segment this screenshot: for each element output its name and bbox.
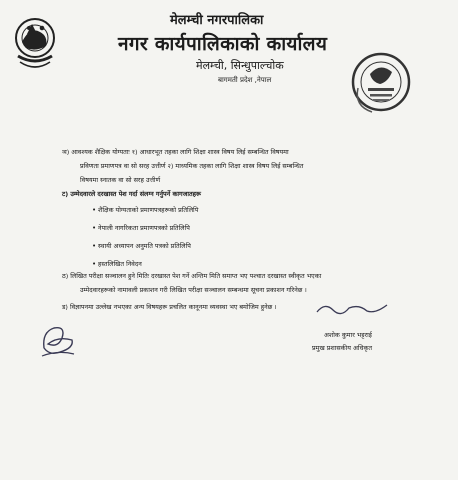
- office-title: नगर कार्यपालिकाको कार्यालय: [118, 33, 328, 55]
- nepal-emblem-icon: [12, 12, 58, 74]
- qualification-line-1: ञ) आवश्यक शैक्षिक योग्यताः १) आधारभूत तहका लागि शिक्षा शास्त्र विषय लिई सम्बन्धित विषयमा: [62, 148, 289, 156]
- bullet-icon: •: [92, 260, 97, 268]
- other-matters-line: ड) विज्ञापनमा उल्लेख नभएका अन्य विषयहरू प्रचलित कानूनमा व्यवस्था भए बमोजिम हुनेछ ।: [62, 303, 277, 311]
- bullet-icon: •: [92, 224, 97, 232]
- office-location: मेलम्ची, सिन्धुपाल्चोक: [196, 59, 284, 72]
- initials-signature-icon: [38, 318, 78, 360]
- signatory-name: अशोक कुमार भट्टराई: [324, 331, 372, 339]
- documents-item: • हस्तलिखित निवेदन: [92, 260, 142, 268]
- bullet-icon: •: [92, 206, 97, 214]
- province-name: बागमती प्रदेश ,नेपाल: [218, 76, 272, 84]
- documents-heading: ट) उम्मेदवारले दरखास्त पेश गर्दा संलग्न गर्नुपर्ने कागजातहरू: [62, 190, 202, 198]
- municipality-name: मेलम्ची नगरपालिका: [170, 13, 264, 28]
- bullet-icon: •: [92, 242, 97, 250]
- signature-icon: [315, 300, 390, 316]
- office-seal-icon: [346, 48, 416, 120]
- qualification-line-2: प्रविणता प्रमाणपत्र वा सो सरह उत्तीर्ण २) माध्यमिक तहका लागि शिक्षा शास्त्र विषय लिई सम्बन्धित: [80, 162, 304, 170]
- documents-item: • शैक्षिक योग्यताको प्रमाणपत्रहरूको प्रतिलिपि: [92, 206, 199, 214]
- exam-date-line-1: ठ) लिखित परीक्षा सञ्चालन हुने मितिः दरखास्त पेश गर्ने अन्तिम मिति समाप्त भए पश्चात दरखास्त स्वीकृत भएका: [62, 272, 322, 280]
- exam-date-line-2: उम्मेदवारहरूको नामावली प्रकाशन गरी लिखित परीक्षा सञ्चालन सम्बन्धमा सूचना प्रकाशन गरिनेछ ।: [80, 286, 307, 294]
- documents-item: • स्थायी अध्यापन अनुमति पत्रको प्रतिलिपि: [92, 242, 191, 250]
- qualification-line-3: विषयमा स्नातक वा सो सरह उत्तीर्ण: [80, 176, 161, 184]
- signatory-title: प्रमुख प्रशासकीय अधिकृत: [312, 344, 372, 352]
- documents-item: • नेपाली नागरिकता प्रमाणपत्रको प्रतिलिपि: [92, 224, 190, 232]
